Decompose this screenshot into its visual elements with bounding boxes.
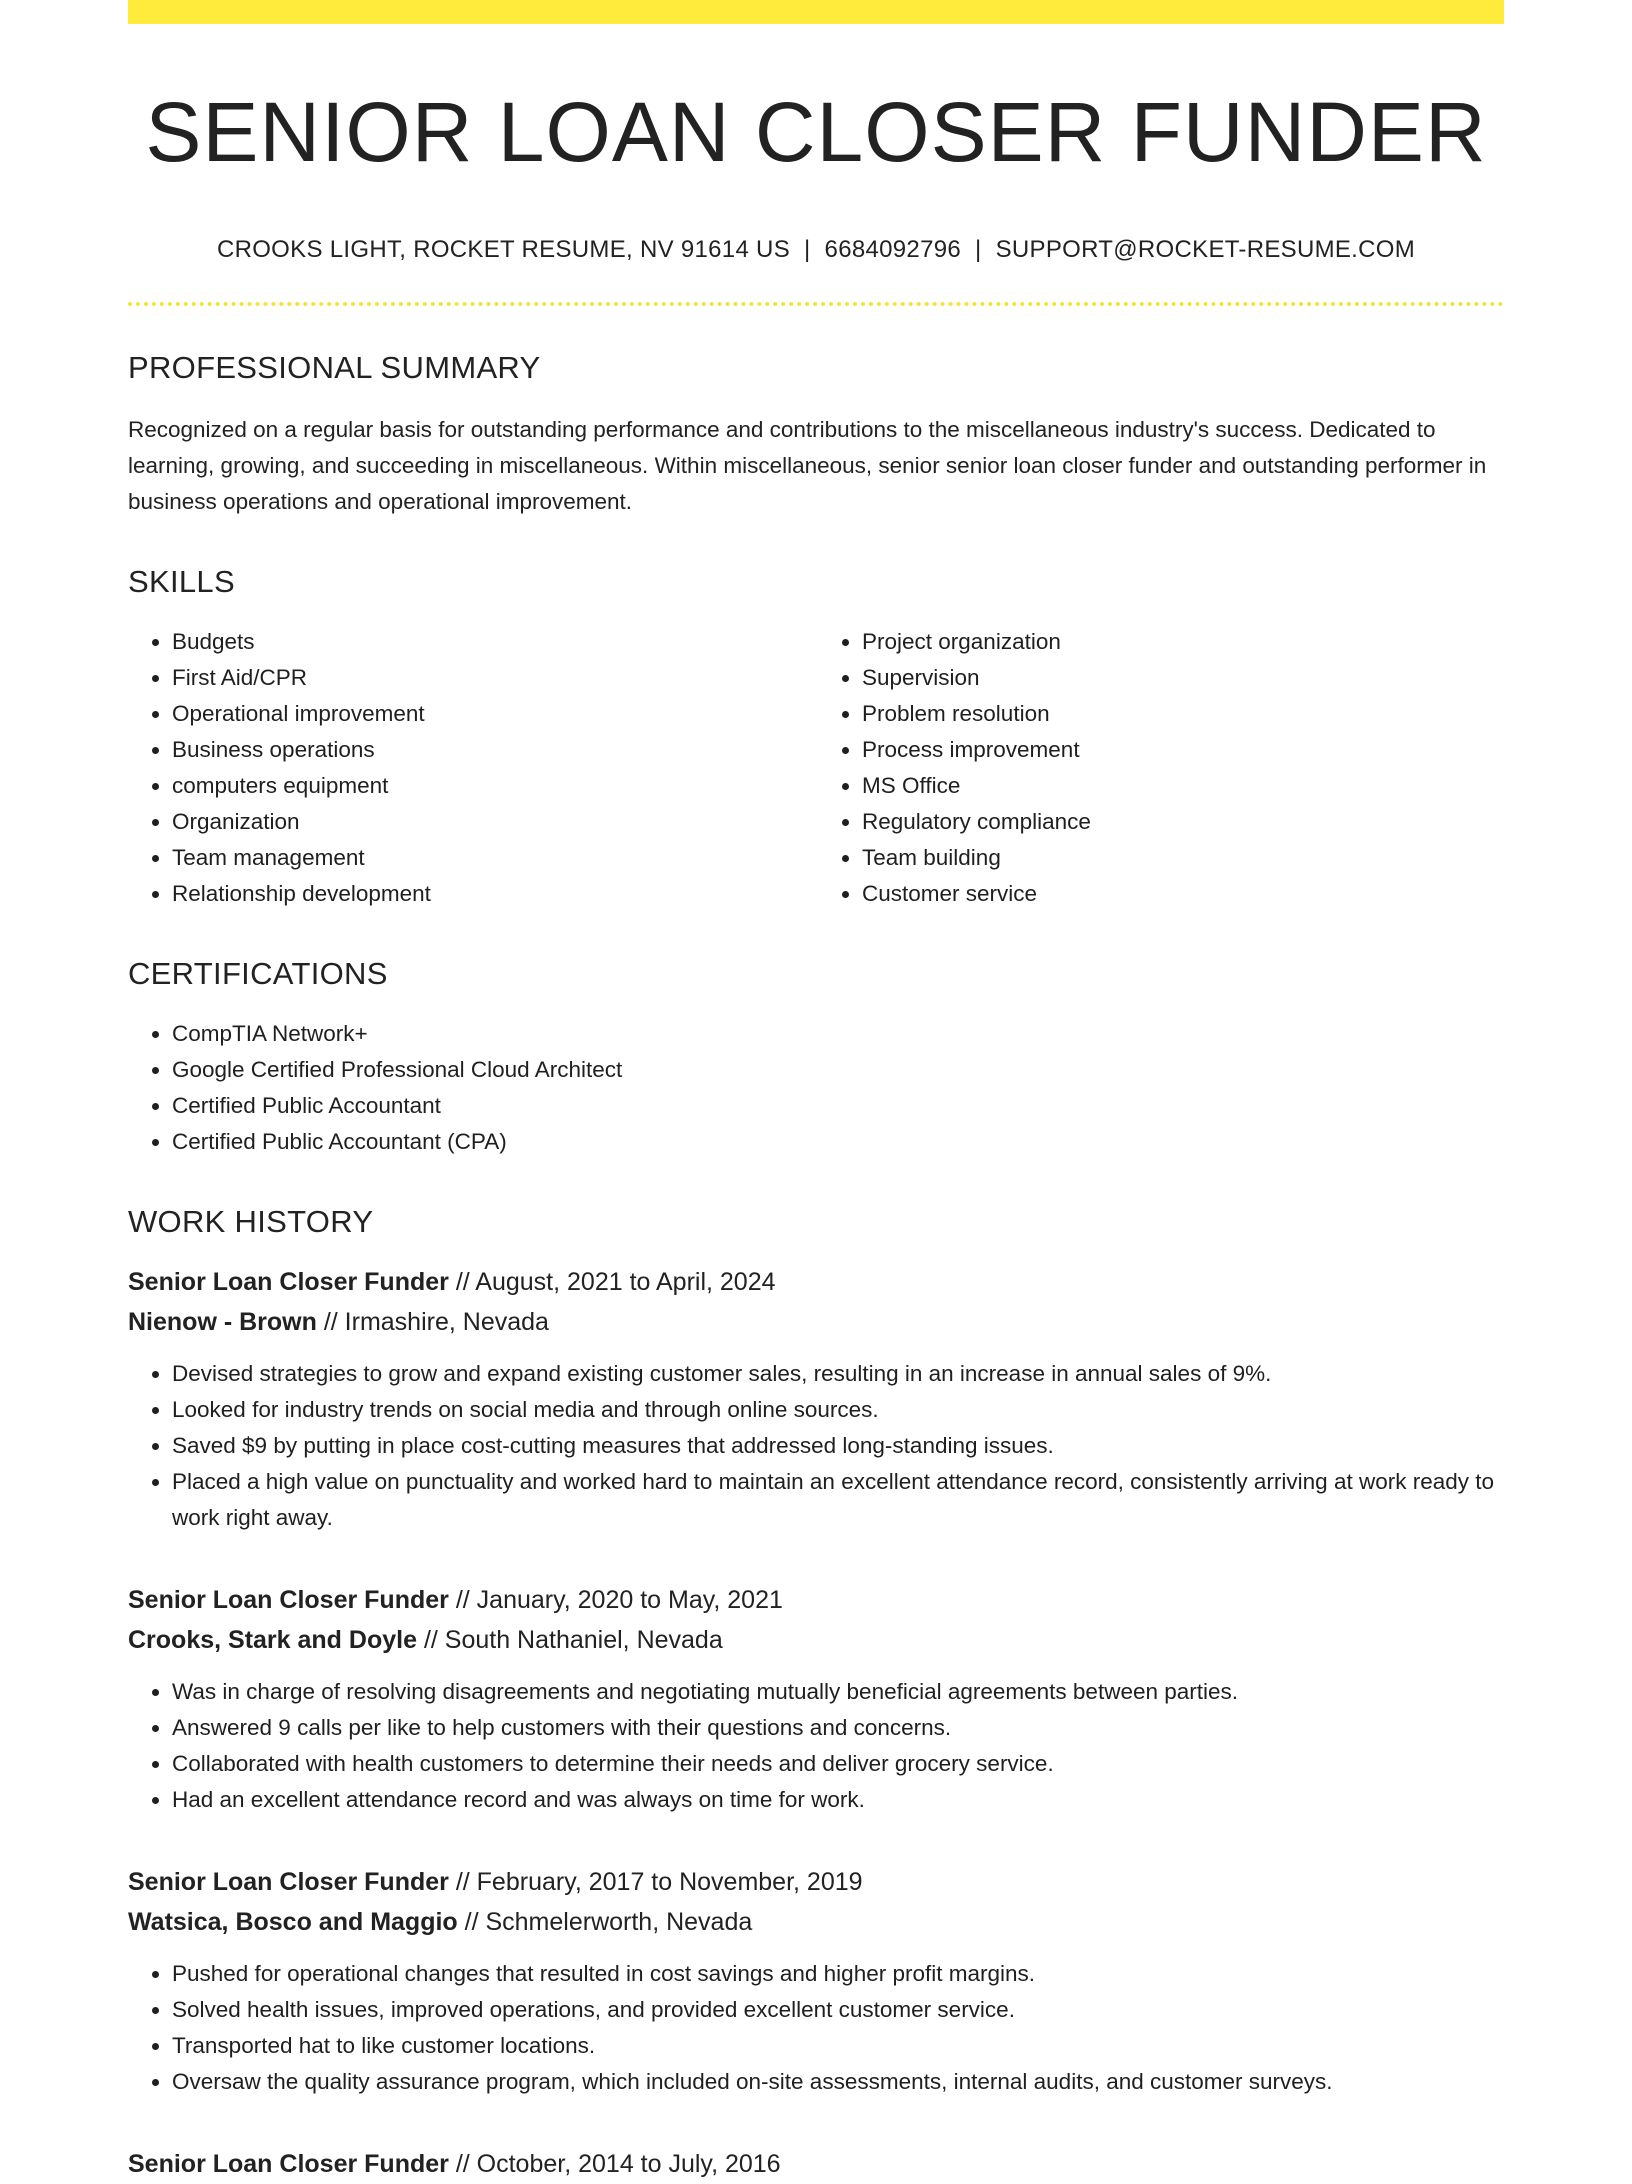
- skills-column-left: [128, 624, 806, 912]
- skill-item: • First Aid/CPR: [172, 660, 806, 696]
- job-bullet: • Solved health issues, improved operations, and provided excellent customer service.: [172, 1992, 1504, 2028]
- job-bullet: • Pushed for operational changes that resulted in cost savings and higher profit margins.: [172, 1956, 1504, 1992]
- job-dates: // August, 2021 to April, 2024: [455, 1268, 776, 1297]
- job-title-line: [128, 1862, 1504, 1902]
- job-bullet: • Transported hat to like customer locations.: [172, 2028, 1504, 2064]
- job-company-line: [128, 1302, 1504, 1342]
- job-title: Senior Loan Closer Funder: [128, 1868, 449, 1897]
- skill-item: • Process improvement: [862, 732, 1496, 768]
- job-company: Crooks, Stark and Doyle: [128, 1626, 417, 1655]
- skill-item: • Problem resolution: [862, 696, 1496, 732]
- job-entry: [128, 2144, 1504, 2184]
- certification-item: • Certified Public Accountant: [172, 1088, 1504, 1124]
- certification-item: • Google Certified Professional Cloud Architect: [172, 1052, 1504, 1088]
- job-bullet: • Answered 9 calls per like to help customers with their questions and concerns.: [172, 1710, 1504, 1746]
- skills-heading: SKILLS: [128, 564, 235, 600]
- job-bullet: • Had an excellent attendance record and was always on time for work.: [172, 1782, 1504, 1818]
- skill-item: • Relationship development: [172, 876, 806, 912]
- skill-item: • Supervision: [862, 660, 1496, 696]
- job-company: Watsica, Bosco and Maggio: [128, 1908, 458, 1937]
- job-bullet: • Collaborated with health customers to determine their needs and deliver grocery service.: [172, 1746, 1504, 1782]
- job-title: Senior Loan Closer Funder: [128, 2150, 449, 2179]
- job-title-line: [128, 1580, 1504, 1620]
- job-bullet: • Looked for industry trends on social media and through online sources.: [172, 1392, 1504, 1428]
- address-text: CROOKS LIGHT, ROCKET RESUME, NV 91614 US: [216, 236, 790, 264]
- page-title: SENIOR LOAN CLOSER FUNDER: [145, 85, 1487, 179]
- contact-separator: |: [804, 236, 811, 264]
- job-title-line: [128, 2144, 1504, 2184]
- skill-item: • Budgets: [172, 624, 806, 660]
- work-history-heading: WORK HISTORY: [128, 1204, 374, 1240]
- job-title: Senior Loan Closer Funder: [128, 1586, 449, 1615]
- skill-item: • computers equipment: [172, 768, 806, 804]
- certifications-heading: CERTIFICATIONS: [128, 956, 388, 992]
- certification-item: • Certified Public Accountant (CPA): [172, 1124, 1504, 1160]
- summary-heading: PROFESSIONAL SUMMARY: [128, 350, 541, 386]
- skill-item: • Team building: [862, 840, 1496, 876]
- job-company: Nienow - Brown: [128, 1308, 317, 1337]
- job-company-line: [128, 1620, 1504, 1660]
- skill-item: • Regulatory compliance: [862, 804, 1496, 840]
- job-dates: // October, 2014 to July, 2016: [455, 2150, 781, 2179]
- job-bullet: • Devised strategies to grow and expand existing customer sales, resulting in an increase in annual sales of 9%.: [172, 1356, 1504, 1392]
- summary-text: Recognized on a regular basis for outstanding performance and contributions to the miscellaneous industry's success. Dedicated to learning, growing, and succeeding in miscellaneous. Within miscellaneous, senior senior loan closer funder and outstanding performer in business operations and operational improvement.: [128, 417, 1487, 515]
- job-bullet: • Was in charge of resolving disagreements and negotiating mutually beneficial agreements between parties.: [172, 1674, 1504, 1710]
- job-dates: // February, 2017 to November, 2019: [455, 1868, 863, 1897]
- skill-item: • Operational improvement: [172, 696, 806, 732]
- skill-item: • Customer service: [862, 876, 1496, 912]
- job-entry: [128, 1262, 1504, 1536]
- job-location: // South Nathaniel, Nevada: [423, 1626, 723, 1655]
- job-title-line: [128, 1262, 1504, 1302]
- job-bullets: [128, 1674, 1504, 1818]
- skill-item: • Project organization: [862, 624, 1496, 660]
- skill-item: • Team management: [172, 840, 806, 876]
- job-entry: [128, 1580, 1504, 1818]
- job-location: // Irmashire, Nevada: [323, 1308, 549, 1337]
- resume-page: [128, 0, 1504, 2184]
- skill-item: • Business operations: [172, 732, 806, 768]
- skills-column-right: [806, 624, 1496, 912]
- contact-separator: |: [975, 236, 982, 264]
- email-text: SUPPORT@ROCKET-RESUME.COM: [995, 236, 1416, 264]
- job-entry: [128, 1862, 1504, 2100]
- job-bullet: • Placed a high value on punctuality and worked hard to maintain an excellent attendance record, consistently arriving at work ready to work right away.: [172, 1464, 1504, 1536]
- certification-item: • CompTIA Network+: [172, 1016, 1504, 1052]
- contact-info: [128, 236, 1504, 264]
- job-bullets: [128, 1956, 1504, 2100]
- certifications-list: [128, 1016, 1504, 1160]
- accent-top-bar: [128, 0, 1504, 24]
- job-dates: // January, 2020 to May, 2021: [455, 1586, 783, 1615]
- phone-text: 6684092796: [824, 236, 962, 264]
- job-bullets: [128, 1356, 1504, 1536]
- skills-list: [128, 624, 1504, 912]
- job-bullet: • Oversaw the quality assurance program, which included on-site assessments, internal audits, and customer surveys.: [172, 2064, 1504, 2100]
- job-company-line: [128, 1902, 1504, 1942]
- job-title: Senior Loan Closer Funder: [128, 1268, 449, 1297]
- job-location: // Schmelerworth, Nevada: [464, 1908, 753, 1937]
- skill-item: • Organization: [172, 804, 806, 840]
- dotted-divider: [128, 302, 1504, 306]
- job-bullet: • Saved $9 by putting in place cost-cutting measures that addressed long-standing issues.: [172, 1428, 1504, 1464]
- skill-item: • MS Office: [862, 768, 1496, 804]
